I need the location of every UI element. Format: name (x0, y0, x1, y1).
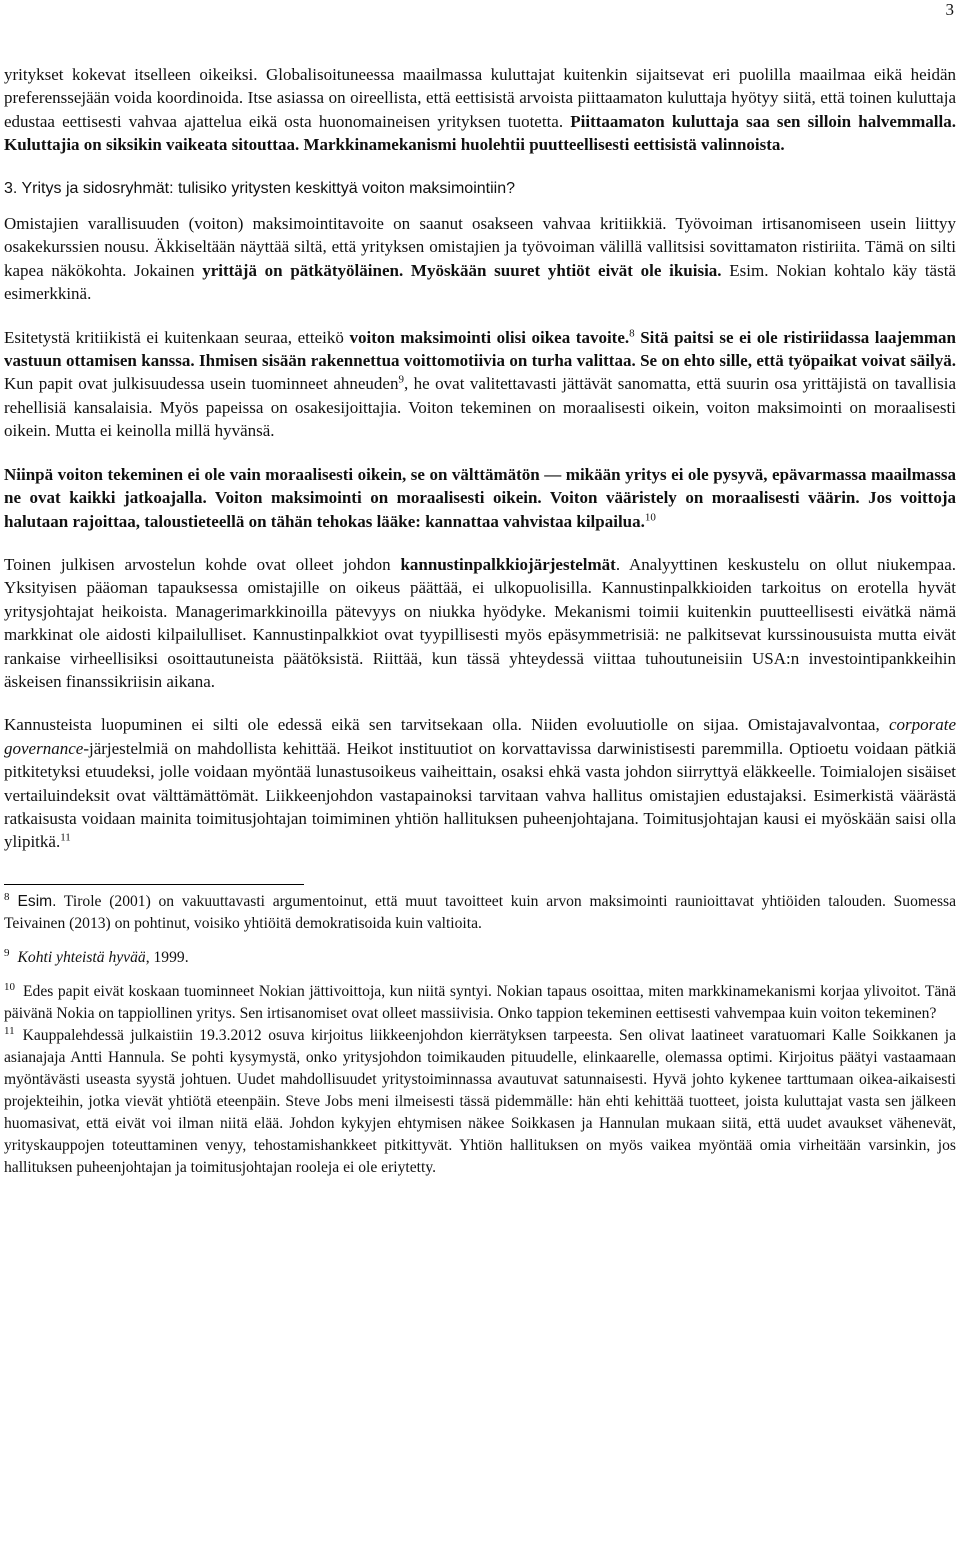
paragraph-5-text-2: . Analyyttinen keskustelu on ollut niukempaa. Yksityisen pääoman tapauksessa omistajille on oikeus päättää, ei ulkopuolisilla. Kannustinpalkkioiden tarkoitus on erotella hyvät yritysjohtajat heikoista. Managerimarkkinoilla pätevyys on niukka hyödyke. Mekanismi toimii kuitenkin puutteellisesti eivätkä nämä markkinat ole aidosti kilpailulliset. Kannustinpalkkiot ovat tyypillisesti myös epäsymmetrisiä: ne palkitsevat kurssinousuista mutta eivät rankaise virheellisiksi osoittautuneista päätöksistä. Riittää, kun tässä yhteydessä viittaa tuhoutuneisiin USA:n investointipankkeihin äskeisen finanssikriisin aikana. (4, 554, 956, 691)
paragraph-3-bold-2: Sitä paitsi se ei ole ristiriidassa laajemman vastuun ottamisen kanssa. Ihmisen sisään rakennettua voittomotiivia on turha valittaa. Se on ehto sille, että työpaikat voivat säilyä. (4, 327, 956, 371)
paragraph-6-italic: corporate governance (4, 715, 956, 758)
paragraph-1-text: yritykset kokevat itselleen oikeiksi. Globalisoituneessa maailmassa kuluttajat kuitenkin sijaitsevat eri puolilla maailmaa eikä heidän preferenssejään voida koordinoida. Itse asiassa on oireellista, että eettisistä arvoista piittaamaton kuluttaja hyötyy siitä, että toinen kuluttaja edustaa eettisesti vahvaa ajattelua eikä osta huonomaineisen yrityksen tuotetta. (4, 65, 956, 131)
footnote-9-number: 9 (4, 946, 10, 959)
section-heading: 3. Yritys ja sidosryhmät: tulisiko yritysten keskittyä voiton maksimointiin? (4, 179, 515, 197)
paragraph-4 (4, 463, 956, 533)
footnote-10-number: 10 (4, 980, 15, 993)
paragraph-6-text: Kannusteista luopuminen ei silti ole edessä eikä sen tarvitsekaan olla. Niiden evoluutiolle on sijaa. Omistajavalvontaa, (4, 715, 889, 735)
paragraph-6-text-2: -järjestelmiä on mahdollista kehittää. Heikot instituutiot on korvattavissa darwinistisesti paremmilla. Optioetu voidaan pätkiä pitkitetyksi etuudeksi, jolle voidaan myöntää lunastusoikeus vaiheittain, osaksi ehkä vasta johdon siirryttyä eläkkeelle. Toimialojen sisäiset vertailuindeksit ovat välttämättömät. Liikkeenjohdon vastapainoksi tarvitaan vahva hallitus omistajien edustajaksi. Esimerkistä väärästä ratkaisusta voidaan mainita toimitusjohtajan toimiminen yhtiön hallituksen puheenjohtajana. Toimitusjohtajan kausi ei myöskään saisi olla ylipitkä. (4, 738, 956, 852)
paragraph-3-text-3: , he ovat valitettavasti jättävät sanomatta, että suurin osa yrittäjistä on tavallisia rehellisiä kansalaisia. Myös papeissa on osakesijoittajia. Voiton tekeminen on moraalisesti oikein, voiton maksimointi on moraalisesti oikein. Mutta ei keinolla millä hyvänsä. (4, 374, 956, 441)
paragraph-5 (4, 553, 956, 693)
paragraph-1-bold: Piittaamaton kuluttaja saa sen silloin halvemmalla. Kuluttajia on siksikin vaikeata sitouttaa. Markkinamekanismi huolehtii puutteellisesti eettisistä valinnoista. (4, 111, 956, 155)
footnote-10-text: Edes papit eivät koskaan tuominneet Nokian jättivoittoja, kun niitä syntyi. Nokian tapaus osoittaa, miten markkinamekanismi korjaa ylivoitot. Tänä päivänä Nokia on tappiollinen yritys. Sen irtisanomiset ovat olleet massiivisia. Onko tappion tekeminen eettisesti vahvempaa kuin voiton tekeminen? (4, 982, 956, 1022)
footnote-8-lead: Esim. (17, 892, 57, 910)
paragraph-3-text: Esitetystä kritiikistä ei kuitenkaan seuraa, etteikö (4, 327, 350, 347)
footnote-ref-9[interactable]: 9 (398, 373, 404, 386)
footnote-ref-11[interactable]: 11 (60, 831, 71, 844)
footnotes (4, 884, 956, 1179)
paragraph-3-bold-1: voiton maksimointi olisi oikea tavoite. (349, 327, 630, 347)
paragraph-2-text: Omistajien varallisuuden (voiton) maksimointitavoite on saanut osakseen vahvaa kritiikkiä. Työvoiman irtisanomiseen usein liittyy osakekurssien nousu. Äkkiseltään näyttää siltä, että yrityksen omistajien ja työvoiman välillä vallitsisi sovittamaton ristiriita. Tämä on silti kapea näkökohta. Jokainen (4, 214, 956, 280)
footnote-11-text: Kauppalehdessä julkaistiin 19.3.2012 osuva kirjoitus liikkeenjohdon kierrätyksen tarpeesta. Sen olivat laatineet varatuomari Kalle Soikkanen ja asianajaja Antti Hannula. Se pohti kysymystä, onko yritysjohdon toimikauden pituudelle, elinkaarelle, olemassa optimi. Kirjoitus päätyi vastaamaan myöntävästi useasta syystä johtuen. Uudet mahdollisuudet yritystoiminnassa avautuvat satunnaisesti. Hyvä johto kykenee tarttumaan oikea-aikaisesti projekteihin, jotka vievät yhtiötä eteenpäin. Steve Jobs meni ilmeisesti tässä pidemmälle: hän ehti kehittää tuotteet, joista kuluttajat vasta sen jälkeen huomasivat, että eivät voi ilman niitä elää. Johdon kykyjen ehtymisen näkee Soikkasen ja Hannulan mukaan siitä, että uudet avaukset vähenevät, yrityskauppojen toteuttaminen venyy, tehostamishankkeet pitkittyvät. Yhtiön hallituksen on myös vaikea myöntää omia virheitään varsinkin, jos hallituksen puheenjohtajan ja toimitusjohtajan rooleja ei ole eriytetty. (4, 1026, 956, 1176)
footnote-divider (4, 884, 304, 885)
paragraph-4-bold: Niinpä voiton tekeminen ei ole vain moraalisesti oikein, se on välttämätön — mikään yritys ei ole pysyvä, epävarmassa maailmassa ne ovat kaikki jatkoajalla. Voiton maksimointi on moraalisesti oikein. Voiton vääristely on moraalisesti väärin. Jos voittoja halutaan rajoittaa, taloustieteellä on tähän tehokas lääke: kannattaa vahvistaa kilpailua. (4, 464, 956, 531)
footnote-9-text: , 1999. (145, 948, 189, 966)
footnote-11 (4, 1025, 956, 1179)
footnote-10 (4, 981, 956, 1025)
footnote-8-text: Tirole (2001) on vakuuttavasti argumentoinut, että muut tavoitteet kuin arvon maksimointi raunioittavat yhtiöiden talouden. Suomessa Teivainen (2013) on pohtinut, voisiko yhtiöitä demokratisoida kuin valtioita. (4, 892, 956, 932)
footnote-ref-10[interactable]: 10 (644, 510, 656, 523)
paragraph-5-bold: kannustinpalkkiojärjestelmät (400, 554, 616, 574)
footnote-9 (4, 947, 956, 969)
footnote-9-title: Kohti yhteistä hyvää (17, 948, 146, 966)
paragraph-5-text: Toinen julkisen arvostelun kohde ovat olleet johdon (4, 554, 401, 574)
footnote-ref-8[interactable]: 8 (629, 327, 635, 339)
paragraph-6 (4, 713, 956, 853)
paragraph-2-tail: Esim. Nokian kohtalo käy tästä esimerkkinä. (4, 260, 956, 304)
paragraph-3 (4, 326, 956, 443)
page-number: 3 (945, 0, 954, 19)
paragraph-2 (4, 212, 956, 306)
paragraph-1 (4, 63, 956, 157)
footnote-8 (4, 891, 956, 935)
footnote-8-number: 8 (4, 890, 10, 903)
document-body (4, 63, 956, 1179)
paragraph-3-text-2: Kun papit ovat julkisuudessa usein tuominneet ahneuden (4, 374, 399, 394)
footnote-11-number: 11 (4, 1024, 15, 1037)
paragraph-2-bold: yrittäjä on pätkätyöläinen. Myöskään suuret yhtiöt eivät ole ikuisia. (202, 260, 722, 280)
